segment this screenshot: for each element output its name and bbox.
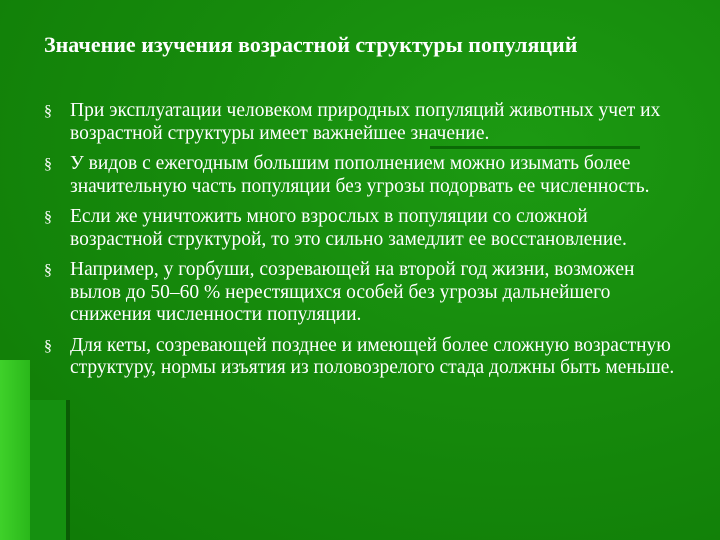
- bullet-item: [44, 206, 684, 251]
- slide-title: Значение изучения возрастной структуры популяций: [44, 32, 578, 57]
- bullet-marker-icon: §: [44, 262, 52, 279]
- bullet-item: [44, 259, 684, 327]
- decorative-bar-light: [0, 360, 30, 540]
- bullet-marker-icon: §: [44, 103, 52, 120]
- decorative-bar-mid: [30, 400, 66, 540]
- bullet-text: При эксплуатации человеком природных популяций животных учет их возрастной структуры имеет важнейшее значение.: [70, 100, 661, 144]
- bullet-list: [44, 100, 684, 388]
- decorative-bar-dark: [66, 400, 70, 540]
- bullet-text: Для кеты, созревающей позднее и имеющей более сложную возрастную структуру, нормы изъятия из половозрелого стада должны быть меньше.: [70, 334, 675, 378]
- bullet-marker-icon: §: [44, 337, 52, 355]
- bullet-item: [44, 100, 684, 145]
- bullet-marker-icon: §: [44, 209, 52, 226]
- bullet-text: У видов с ежегодным большим пополнением можно изымать более значительную часть популяции без угрозы подорвать ее численность.: [70, 153, 650, 197]
- bullet-item: [44, 335, 684, 380]
- bullet-marker-icon: §: [44, 156, 52, 173]
- bullet-text: Например, у горбуши, созревающей на второй год жизни, возможен вылов до 50–60 % нерестящихся особей без угрозы дальнейшего снижения численности популяции.: [70, 259, 635, 325]
- bullet-item: [44, 153, 684, 198]
- bullet-text: Если же уничтожить много взрослых в популяции со сложной возрастной структурой, то это сильно замедлит ее восстановление.: [70, 206, 627, 250]
